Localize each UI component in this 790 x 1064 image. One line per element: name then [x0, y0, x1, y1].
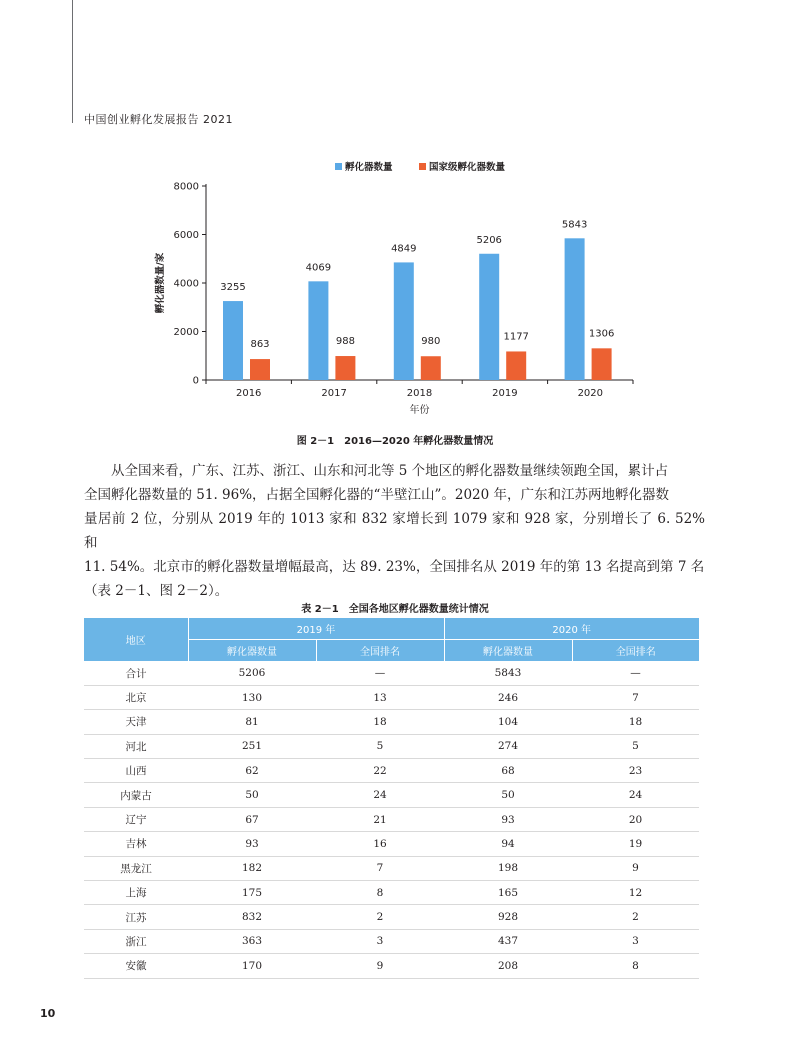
header-count-2020: 孵化器数量 [444, 640, 572, 662]
x-tick-label: 2018 [406, 388, 433, 399]
cell-rank-2020: 24 [572, 783, 699, 807]
cell-rank-2020: 2 [572, 905, 699, 929]
cell-count-2019: 182 [188, 856, 316, 880]
cell-count-2020: 5843 [444, 661, 572, 685]
cell-region: 安徽 [84, 954, 188, 978]
cell-count-2020: 198 [444, 856, 572, 880]
cell-region: 浙江 [84, 929, 188, 953]
table-row [84, 807, 699, 831]
bar-incubators [394, 262, 414, 380]
cell-rank-2019: 16 [316, 832, 444, 856]
x-tick-label: 2017 [321, 388, 347, 399]
cell-rank-2019: 21 [316, 807, 444, 831]
y-tick-label: 2000 [173, 327, 199, 338]
table-caption: 表 2－1 全国各地区孵化器数量统计情况 [301, 604, 489, 615]
paragraph-line: 量居前 2 位，分别从 2019 年的 1013 家和 832 家增长到 1079 家和 928 家，分别增长了 6. 52% 和 [84, 511, 705, 551]
cell-rank-2019: 2 [316, 905, 444, 929]
cell-rank-2019: 9 [316, 954, 444, 978]
cell-count-2019: 62 [188, 759, 316, 783]
cell-count-2019: 50 [188, 783, 316, 807]
bar-national-incubators [506, 351, 526, 380]
cell-rank-2020: 18 [572, 710, 699, 734]
x-tick-label: 2016 [235, 388, 262, 399]
cell-count-2020: 165 [444, 881, 572, 905]
cell-rank-2020: 8 [572, 954, 699, 978]
cell-count-2019: 251 [188, 734, 316, 758]
cell-region: 北京 [84, 685, 188, 709]
table-row [84, 783, 699, 807]
header-rank-2019: 全国排名 [316, 640, 444, 662]
cell-rank-2019: 5 [316, 734, 444, 758]
cell-rank-2020: 20 [572, 807, 699, 831]
cell-region: 内蒙古 [84, 783, 188, 807]
data-label: 1306 [588, 328, 615, 340]
cell-rank-2019: 24 [316, 783, 444, 807]
cell-count-2019: 93 [188, 832, 316, 856]
cell-count-2020: 437 [444, 929, 572, 953]
paragraph-line: 全国孵化器数量的 51. 96%，占据全国孵化器的“半壁江山”。2020 年，广东和江苏两地孵化器数 [84, 487, 670, 503]
figure-caption: 图 2－1 2016—2020 年孵化器数量情况 [296, 436, 494, 447]
cell-count-2019: 5206 [188, 661, 316, 685]
cell-count-2019: 832 [188, 905, 316, 929]
cell-rank-2019: 13 [316, 685, 444, 709]
cell-count-2020: 928 [444, 905, 572, 929]
table-row [84, 759, 699, 783]
cell-rank-2020: 9 [572, 856, 699, 880]
y-tick-label: 0 [192, 375, 199, 387]
cell-count-2020: 68 [444, 759, 572, 783]
cell-count-2020: 104 [444, 710, 572, 734]
cell-region: 天津 [84, 710, 188, 734]
cell-count-2020: 274 [444, 734, 572, 758]
bar-incubators [565, 238, 585, 380]
cell-region: 河北 [84, 734, 188, 758]
cell-rank-2019: 8 [316, 881, 444, 905]
table-row [84, 929, 699, 953]
cell-rank-2020: 7 [572, 685, 699, 709]
cell-region: 上海 [84, 881, 188, 905]
running-header: 中国创业孵化发展报告 2021 [84, 113, 233, 126]
cell-count-2019: 130 [188, 685, 316, 709]
cell-region: 黑龙江 [84, 856, 188, 880]
cell-rank-2020: 12 [572, 881, 699, 905]
bar-incubators [223, 301, 243, 380]
header-year-2019: 2019 年 [188, 618, 444, 640]
bar-national-incubators [592, 348, 612, 380]
bar-chart [0, 0, 790, 430]
table-row [84, 661, 699, 685]
body-paragraph [84, 459, 705, 603]
table-row [84, 734, 699, 758]
cell-count-2020: 93 [444, 807, 572, 831]
cell-region: 江苏 [84, 905, 188, 929]
table-row [84, 881, 699, 905]
x-tick-label: 2019 [492, 388, 518, 399]
data-label: 5843 [561, 219, 588, 231]
cell-rank-2019: 22 [316, 759, 444, 783]
cell-rank-2019: 3 [316, 929, 444, 953]
data-label: 4069 [305, 262, 332, 274]
y-tick-label: 4000 [173, 278, 199, 290]
cell-rank-2019: 7 [316, 856, 444, 880]
legend-label: 国家级孵化器数量 [429, 162, 506, 173]
x-tick-label: 2020 [577, 388, 604, 399]
legend-label: 孵化器数量 [345, 162, 393, 173]
cell-rank-2020: 23 [572, 759, 699, 783]
cell-region: 合计 [84, 661, 188, 685]
data-label: 1177 [503, 331, 529, 343]
table-row [84, 832, 699, 856]
cell-region: 山西 [84, 759, 188, 783]
cell-rank-2020: 3 [572, 929, 699, 953]
bar-national-incubators [250, 359, 270, 380]
paragraph-line: （表 2－1、图 2－2）。 [84, 583, 229, 599]
cell-count-2020: 246 [444, 685, 572, 709]
data-label: 980 [421, 336, 441, 348]
data-label: 863 [250, 339, 270, 351]
table-row [84, 685, 699, 709]
cell-count-2020: 50 [444, 783, 572, 807]
cell-region: 吉林 [84, 832, 188, 856]
paragraph-line: 11. 54%。北京市的孵化器数量增幅最高，达 89. 23%，全国排名从 2019 年的第 13 名提高到第 7 名 [84, 559, 705, 575]
cell-rank-2020: — [572, 661, 699, 685]
page-number: 10 [40, 1007, 56, 1020]
table-row [84, 954, 699, 978]
y-axis-title: 孵化器数量/家 [155, 252, 166, 314]
header-count-2019: 孵化器数量 [188, 640, 316, 662]
data-label: 988 [335, 336, 355, 348]
header-year-2020: 2020 年 [444, 618, 699, 640]
table-row [84, 710, 699, 734]
bar-incubators [308, 281, 328, 380]
cell-rank-2019: — [316, 661, 444, 685]
paragraph-line: 从全国来看，广东、江苏、浙江、山东和河北等 5 个地区的孵化器数量继续领跑全国，累计占 [111, 463, 669, 479]
legend-swatch [335, 163, 342, 170]
region-stats-table [84, 618, 699, 979]
legend-swatch [419, 163, 426, 170]
cell-region: 辽宁 [84, 807, 188, 831]
data-label: 4849 [391, 243, 417, 255]
data-label: 3255 [220, 282, 246, 294]
cell-rank-2020: 19 [572, 832, 699, 856]
cell-count-2019: 67 [188, 807, 316, 831]
cell-count-2019: 81 [188, 710, 316, 734]
bar-national-incubators [421, 356, 441, 380]
cell-count-2019: 170 [188, 954, 316, 978]
table-row [84, 856, 699, 880]
y-tick-label: 8000 [173, 181, 199, 193]
bar-national-incubators [335, 356, 355, 380]
cell-rank-2020: 5 [572, 734, 699, 758]
bar-incubators [479, 254, 499, 380]
header-region: 地区 [84, 618, 188, 661]
cell-count-2020: 94 [444, 832, 572, 856]
cell-count-2019: 175 [188, 881, 316, 905]
x-axis-title: 年份 [409, 405, 430, 416]
cell-rank-2019: 18 [316, 710, 444, 734]
cell-count-2020: 208 [444, 954, 572, 978]
y-tick-label: 6000 [173, 230, 199, 241]
table-row [84, 905, 699, 929]
header-rank-2020: 全国排名 [572, 640, 699, 662]
cell-count-2019: 363 [188, 929, 316, 953]
data-label: 5206 [476, 234, 502, 246]
